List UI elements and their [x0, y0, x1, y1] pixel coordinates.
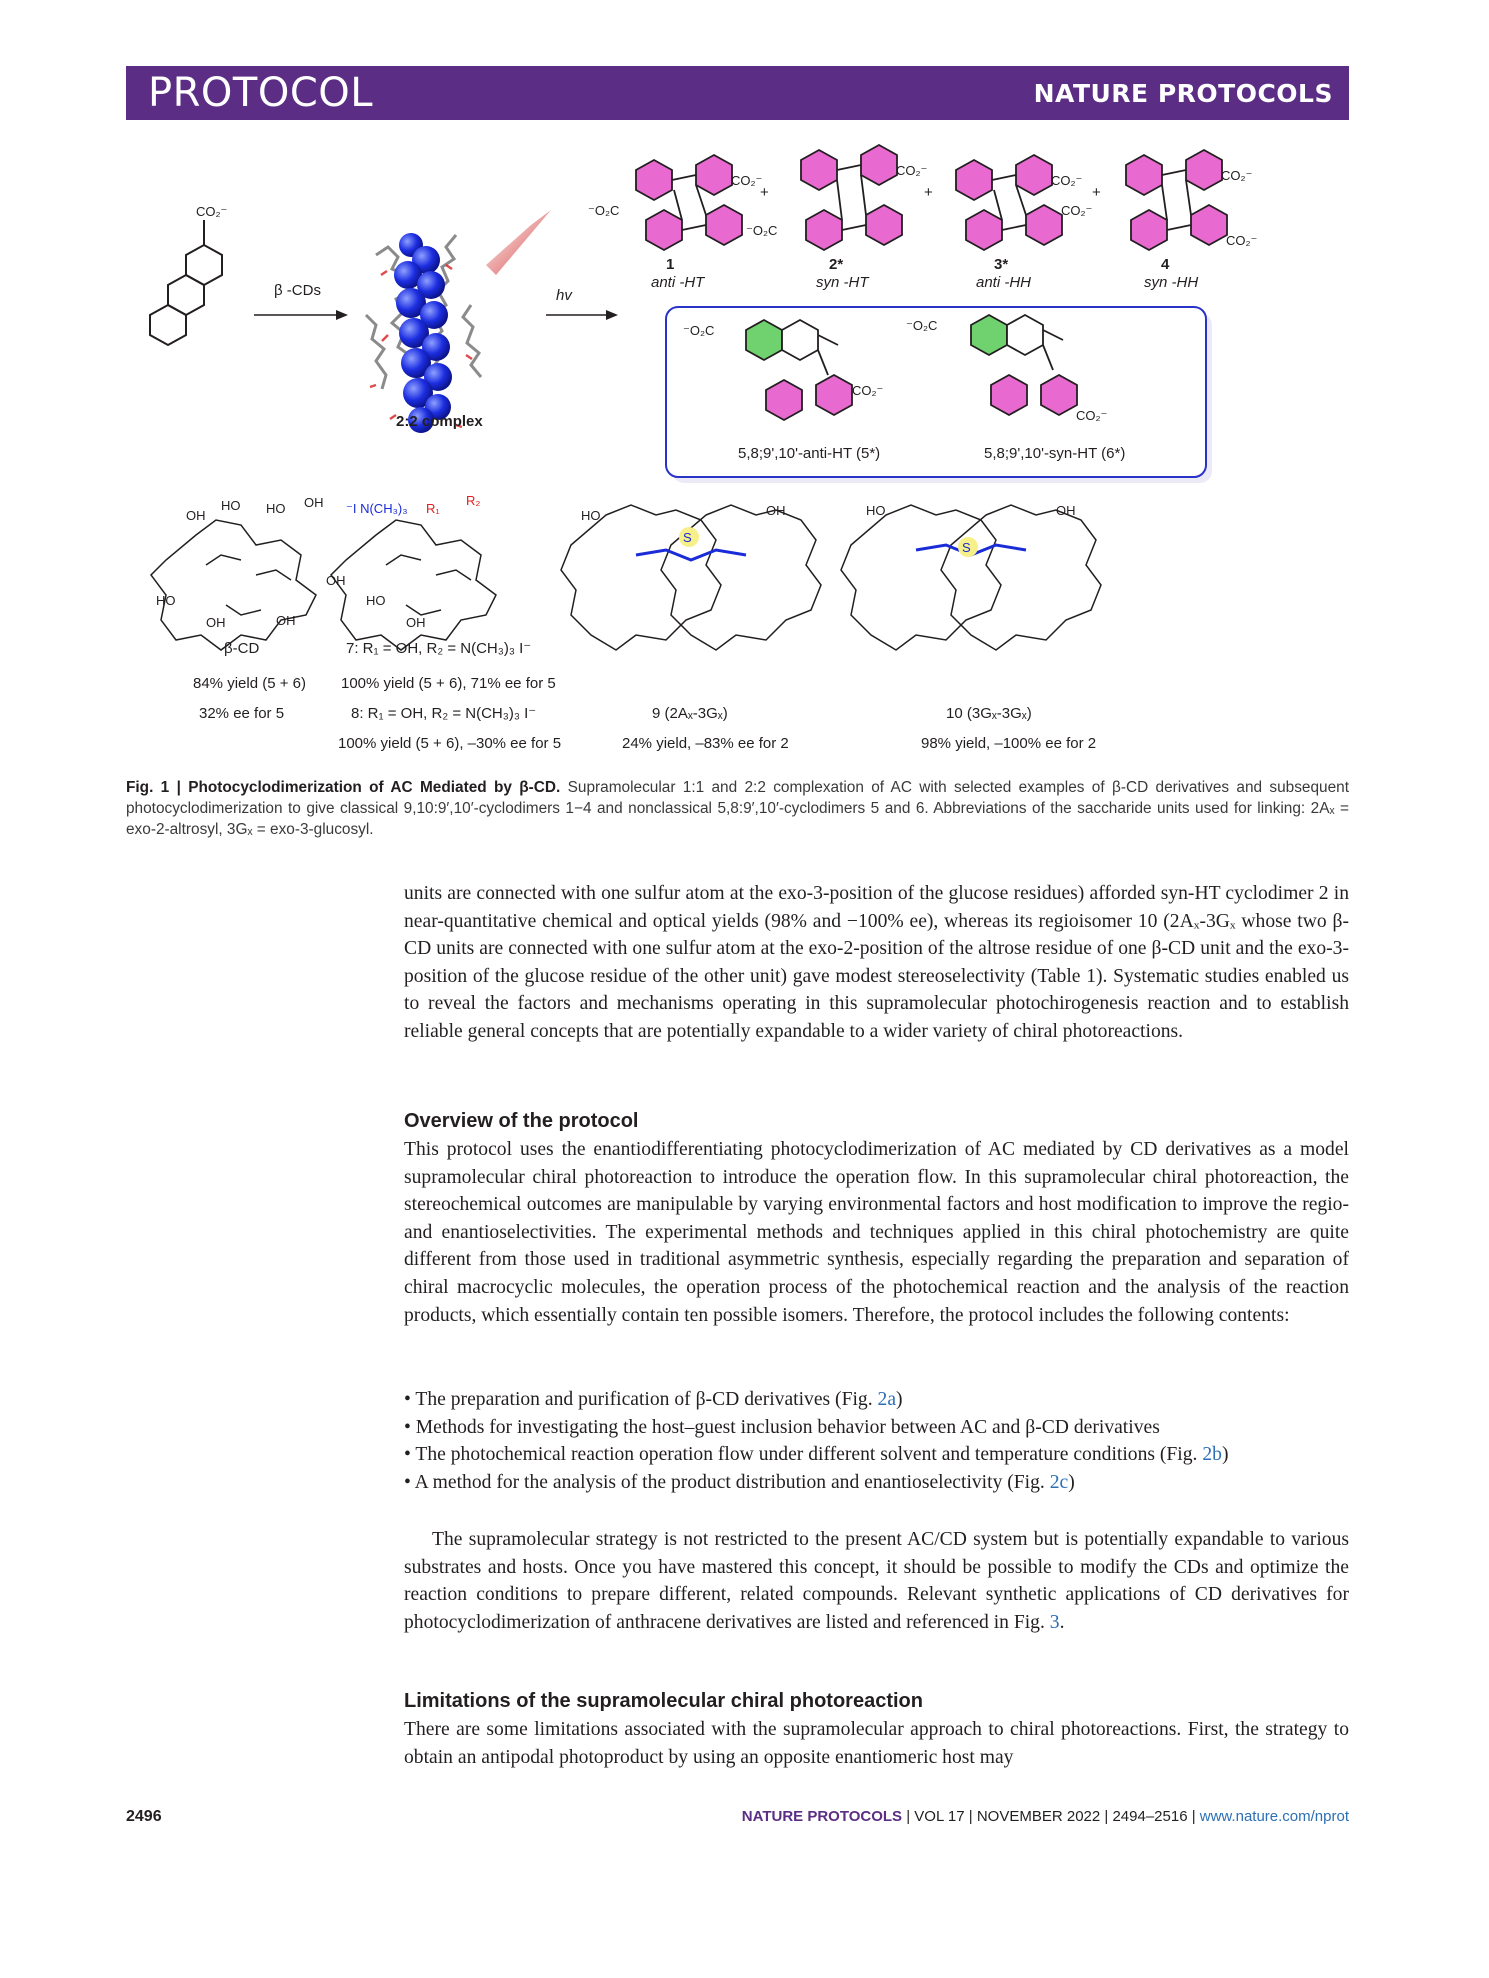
anthracene-reactant: [150, 220, 222, 345]
host-beta-cd-structure: [151, 520, 316, 650]
host1-label: β-CD: [224, 640, 260, 657]
bullet-text: • The preparation and purification of β-CD derivatives (Fig.: [404, 1389, 878, 1410]
figure-1: [126, 135, 1349, 765]
host1-oh-1: OH: [186, 508, 206, 523]
caption-title: Fig. 1 | Photocyclodimerization of AC Mediated by β-CD.: [126, 779, 561, 796]
overview-text: This protocol uses the enantiodifferentiating photocyclodimerization of AC mediated by CD derivatives as a model supramolecular chiral photoreaction to introduce the operation flow. In this supramolecular chiral photoreaction, the stereochemical outcomes are manipulable by varying environmental factors and host modification to improve the regio- and enantioselectivities. The experimental methods and techniques applied in this chiral photochemistry are quite different from those used in traditional asymmetric synthesis, especially regarding the preparation and separation of chiral macrocyclic molecules, the operation process of the photochemical reaction and the analysis of the reaction products, which essentially contain ten possible isomers. Therefore, the protocol includes the following contents:: [404, 1139, 1349, 1326]
arrow2-label: hv: [556, 287, 572, 304]
product-4-co2b: CO₂⁻: [1226, 233, 1258, 248]
host1-ho-1: HO: [221, 498, 241, 513]
footer-journal: NATURE PROTOCOLS: [741, 1808, 903, 1825]
footer-volume: | VOL 17 | NOVEMBER 2022 | 2494–2516 |: [902, 1808, 1200, 1825]
host10-ho: HO: [866, 503, 886, 518]
host9-label: 9 (2Aₓ-3Gₓ): [652, 705, 728, 722]
bullet-text: • The photochemical reaction operation flow under different solvent and temperature conditions (Fig.: [404, 1444, 1203, 1466]
product-5-co2a: ⁻O₂C: [683, 323, 715, 338]
plus-3: +: [1092, 184, 1101, 201]
product-4-name: syn -HH: [1144, 274, 1199, 291]
host1-ho-2: HO: [266, 501, 286, 516]
host9-yield: 24% yield, –83% ee for 2: [622, 735, 789, 752]
host10-yield: 98% yield, –100% ee for 2: [921, 735, 1097, 752]
host9-s: S: [683, 530, 692, 545]
footer-url[interactable]: www.nature.com/nprot: [1199, 1808, 1349, 1825]
arrow-1: [254, 310, 348, 320]
product-2-structure: [801, 145, 902, 250]
product-1-co2b: ⁻O₂C: [588, 203, 620, 218]
complex-image: [366, 210, 551, 433]
product-4-structure: [1126, 150, 1227, 250]
host2-label: 7: R₁ = OH, R₂ = N(CH₃)₃ I⁻: [346, 640, 532, 657]
host10-oh: OH: [1056, 503, 1076, 518]
complex-label: 2:2 complex: [396, 413, 483, 430]
page-footer: [126, 1808, 1349, 1826]
header-bar: [126, 66, 1349, 120]
host-9-structure: [561, 505, 821, 650]
fig-link[interactable]: 2a: [877, 1389, 897, 1410]
host1-oh-3: OH: [206, 615, 226, 630]
product-3-co2a: CO₂⁻: [1051, 173, 1083, 188]
fig-link[interactable]: 2b: [1202, 1444, 1222, 1466]
host1-oh-4: OH: [276, 613, 296, 628]
closing-end: .: [1059, 1611, 1065, 1633]
product-2-co2a: CO₂⁻: [896, 163, 928, 178]
product-1-num: 1: [666, 256, 675, 273]
product-3-num: 3*: [994, 256, 1009, 273]
section-heading-limitations: Limitations of the supramolecular chiral photoreaction: [404, 1690, 923, 1712]
host-7-8-structure: [331, 520, 496, 650]
bullet-end: ): [1068, 1471, 1075, 1493]
bullet-item: [404, 1469, 1349, 1497]
bullet-item: [404, 1441, 1349, 1469]
fig-link[interactable]: 3: [1049, 1611, 1060, 1633]
overview-closing: [404, 1526, 1349, 1636]
plus-2: +: [924, 184, 933, 201]
host9-ho: HO: [581, 508, 601, 523]
host-10-structure: [841, 505, 1101, 650]
product-6-co2b: CO₂⁻: [1076, 408, 1108, 423]
host2-ho: HO: [366, 593, 386, 608]
host10-label: 10 (3Gₓ-3Gₓ): [946, 705, 1032, 722]
product-5-name: 5,8;9',10'-anti-HT (5*): [738, 445, 881, 462]
bullet-text: • A method for the analysis of the product distribution and enantioselectivity (Fig.: [404, 1471, 1050, 1493]
limitations-text: There are some limitations associated with the supramolecular approach to chiral photoreactions. First, the strategy to obtain an antipodal photoproduct by using an opposite enantiomeric host may: [404, 1719, 1349, 1768]
product-4-num: 4: [1161, 256, 1170, 273]
product-2-name: syn -HT: [816, 274, 869, 291]
bullet-end: ): [896, 1389, 903, 1410]
host2-r2: R₂: [466, 493, 481, 508]
section-heading-overview: Overview of the protocol: [404, 1110, 639, 1132]
fig-link[interactable]: 2c: [1049, 1471, 1069, 1493]
host1-ho-3: HO: [156, 593, 176, 608]
host1-oh-5: OH: [326, 573, 346, 588]
section-label: PROTOCOL: [148, 70, 374, 116]
product-2-num: 2*: [829, 256, 844, 273]
host1-yield: 84% yield (5 + 6): [193, 675, 306, 692]
host2-r1: R₁: [426, 501, 440, 516]
host3-yield: 100% yield (5 + 6), –30% ee for 5: [338, 735, 562, 752]
host3-label: 8: R₁ = OH, R₂ = N(CH₃)₃ I⁻: [351, 705, 537, 722]
page-number: 2496: [126, 1808, 162, 1825]
product-5-co2b: CO₂⁻: [852, 383, 884, 398]
product-2-co2b: ⁻O₂C: [746, 223, 778, 238]
product-4-co2a: CO₂⁻: [1221, 168, 1253, 183]
product-1-structure: [636, 155, 742, 250]
host9-oh: OH: [766, 503, 786, 518]
bullet-item: [404, 1386, 1349, 1414]
paragraph-1: units are connected with one sulfur atom at the exo-3-position of the glucose residues) afforded syn-HT cyclodimer 2 in near-quantitative chemical and optical yields (98% and −100% ee), whereas its regioisomer 10 (2Aₓ-3Gₓ whose two β-CD units are connected with one sulfur atom at the exo-2-position of the altrose residue of one β-CD unit and the exo-3-position of the glucose residue of the other unit) gave modest stereoselectivity (Table 1). Systematic studies enabled us to reveal the factors and mechanisms operating in this supramolecular photochirogenesis reaction and to establish reliable general concepts that are potentially expandable to a wider variety of chiral photoreactions.: [404, 883, 1349, 1042]
product-3-structure: [956, 155, 1062, 250]
host2-nme3: ⁻I N(CH₃)₃: [346, 501, 408, 516]
reactant-co2: CO₂⁻: [196, 204, 228, 219]
bullet-end: ): [1221, 1444, 1229, 1466]
plus-1: +: [760, 184, 769, 201]
arrow-2: [546, 310, 618, 320]
host2-oh: OH: [406, 615, 426, 630]
host1-oh-2: OH: [304, 495, 324, 510]
product-3-name: anti -HH: [976, 274, 1032, 291]
bullet-text: • Methods for investigating the host–guest inclusion behavior between AC and β-CD derivatives: [404, 1416, 1160, 1438]
overview-bullets: [404, 1386, 1349, 1496]
figure-caption: [126, 777, 1349, 840]
bullet-item: [404, 1414, 1349, 1442]
host1-ee: 32% ee for 5: [199, 705, 285, 722]
product-6-name: 5,8;9',10'-syn-HT (6*): [984, 445, 1126, 462]
arrow1-label: β -CDs: [274, 282, 321, 299]
caption-text: Supramolecular 1:1 and 2:2 complexation of AC with selected examples of β-CD derivatives and subsequent photocyclodimerization to give classical 9,10:9′,10′-cyclodimers 1−4 and nonclassical 5,8:9′,10′-cyclodimers 5 and 6. Abbreviations of the saccharide units used for linking: 2Aₓ = exo-2-altrosyl, 3Gₓ = exo-3-glucosyl.: [126, 779, 1349, 838]
product-6-co2a: ⁻O₂C: [906, 318, 938, 333]
footer-citation: [742, 1808, 1349, 1826]
product-3-co2b: CO₂⁻: [1061, 203, 1093, 218]
host2-yield: 100% yield (5 + 6), 71% ee for 5: [341, 675, 556, 692]
figure-svg: [126, 135, 1349, 765]
product-1-name: anti -HT: [651, 274, 705, 291]
product-1-co2a: CO₂⁻: [731, 173, 763, 188]
journal-label: NATURE PROTOCOLS: [1033, 78, 1333, 108]
closing-text: The supramolecular strategy is not restricted to the present AC/CD system but is potentially expandable to various substrates and hosts. Once you have mastered this concept, it should be possible to modify the CDs and optimize the reaction conditions to prepare different, related compounds. Relevant synthetic applications of CD derivatives for photocyclodimerization of anthracene derivatives are listed and referenced in Fig.: [404, 1529, 1349, 1633]
host10-s: S: [962, 540, 971, 555]
